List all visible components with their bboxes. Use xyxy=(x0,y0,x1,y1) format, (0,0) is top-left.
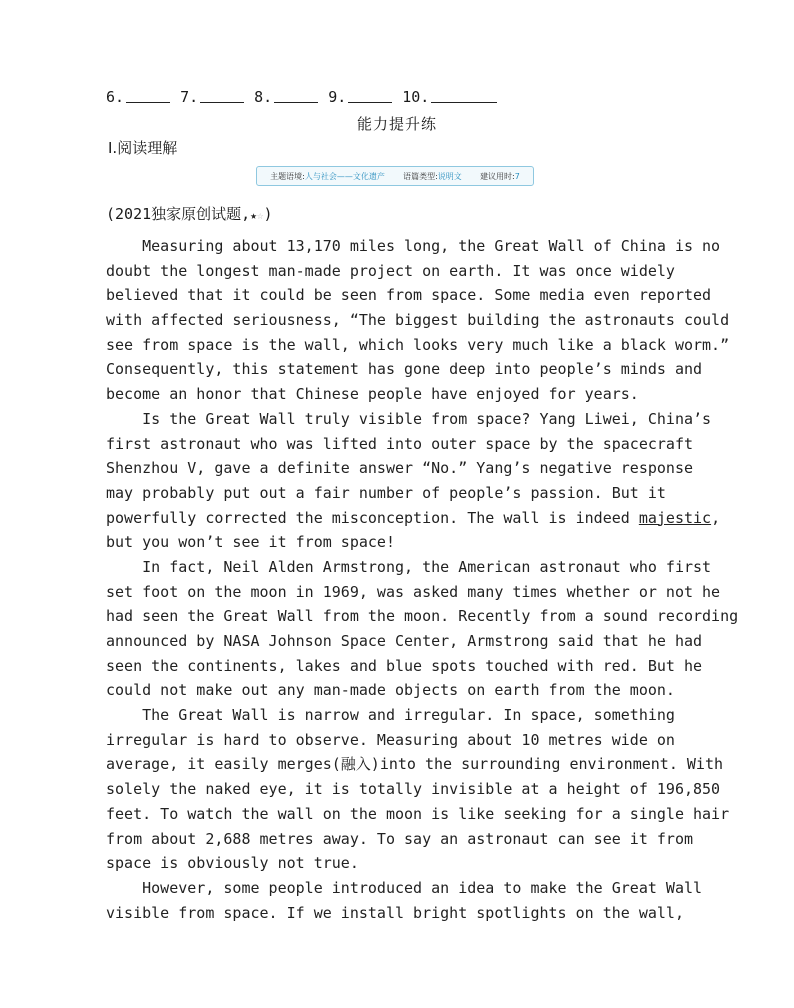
time-value: 7 xyxy=(514,171,520,181)
time-label: 建议用时: xyxy=(480,171,515,181)
passage-line xyxy=(106,604,739,629)
line-text: The Great Wall is narrow and irregular. In space, something xyxy=(106,706,675,725)
passage-line xyxy=(106,259,691,284)
blank-line[interactable] xyxy=(200,101,244,103)
answer-blank[interactable] xyxy=(254,88,318,106)
passage-line xyxy=(106,481,691,506)
source-suffix: ) xyxy=(263,205,273,223)
genre-value: 说明文 xyxy=(437,171,462,181)
line-text: visible from space. If we install bright spotlights on the wall, xyxy=(106,903,684,922)
answer-blank[interactable] xyxy=(106,88,170,106)
blank-line[interactable] xyxy=(348,101,392,103)
blank-number: 6. xyxy=(106,88,125,106)
genre-info xyxy=(403,171,462,182)
passage-line xyxy=(106,654,703,679)
line-text: irregular is hard to observe. Measuring about 10 metres wide on xyxy=(106,730,675,749)
line-text: feet. To watch the wall on the moon is like seeking for a single hair xyxy=(106,804,730,823)
passage-line xyxy=(106,555,712,580)
line-text: average, it easily merges(融入)into the surrounding environment. With xyxy=(106,755,723,774)
passage-line xyxy=(106,851,691,876)
line-text: Measuring about 13,170 miles long, the Great Wall of China is no xyxy=(106,237,721,255)
theme-value: 人与社会——文化遗产 xyxy=(304,171,385,181)
line-text: solely the naked eye, it is totally invisible at a height of 196,850 xyxy=(106,780,721,799)
passage-line xyxy=(106,308,730,333)
blank-number: 7. xyxy=(180,88,199,106)
answer-blank[interactable] xyxy=(180,88,244,106)
passage-line xyxy=(106,530,691,555)
blank-number: 8. xyxy=(254,88,273,106)
line-text: Is the Great Wall truly visible from space? Yang Liwei, China’s xyxy=(106,409,712,428)
passage-info-bar xyxy=(256,166,534,186)
line-text: may probably put out a fair number of people’s passion. But it xyxy=(106,483,666,502)
line-text: , xyxy=(711,508,721,527)
line-text: powerfully corrected the misconception. The wall is indeed xyxy=(106,508,639,527)
line-text: become an honor that Chinese people have enjoyed for years. xyxy=(106,385,639,404)
answer-blank[interactable] xyxy=(328,88,392,106)
underlined-word: majestic xyxy=(638,508,712,527)
passage-line xyxy=(106,333,730,358)
line-text: first astronaut who was lifted into outer space by the spacecraft xyxy=(106,434,693,453)
star-icon: ★ xyxy=(250,209,257,222)
blank-number: 10. xyxy=(402,88,430,106)
line-text: doubt the longest man-made project on earth. It was once widely xyxy=(106,261,675,280)
line-text: had seen the Great Wall from the moon. Recently from a sound recording xyxy=(106,607,739,626)
difficulty-stars-icon xyxy=(250,209,263,222)
reading-passage xyxy=(106,234,739,925)
blank-line[interactable] xyxy=(126,101,170,103)
reading-section-title: Ⅰ.阅读理解 xyxy=(108,139,178,157)
blank-line[interactable] xyxy=(431,101,497,103)
passage-line xyxy=(106,506,721,531)
line-text: seen the continents, lakes and blue spots touched with red. But he xyxy=(106,656,703,675)
passage-line xyxy=(106,629,703,654)
time-info xyxy=(480,171,520,182)
line-text: space is obviously not true. xyxy=(106,854,359,873)
passage-line xyxy=(106,678,691,703)
passage-line xyxy=(106,283,712,308)
passage-line xyxy=(106,407,712,432)
passage-line xyxy=(106,456,691,481)
line-text: with affected seriousness, “The biggest building the astronauts could xyxy=(106,311,730,330)
line-text: could not make out any man-made objects on earth from the moon. xyxy=(106,681,675,700)
genre-label: 语篇类型: xyxy=(403,171,438,181)
source-prefix: (2021独家原创试题, xyxy=(106,205,251,223)
blank-number: 9. xyxy=(328,88,347,106)
passage-line xyxy=(106,580,721,605)
answer-blanks-row xyxy=(106,88,507,106)
passage-line xyxy=(106,703,691,728)
blank-line[interactable] xyxy=(274,101,318,103)
passage-line xyxy=(106,827,691,852)
section-heading: 能力提升练 xyxy=(356,115,437,133)
line-text: announced by NASA Johnson Space Center, Armstrong said that he had xyxy=(106,632,703,650)
passage-line xyxy=(106,432,691,457)
line-text: believed that it could be seen from space. Some media even reported xyxy=(106,286,712,305)
line-text: In fact, Neil Alden Armstrong, the American astronaut who first xyxy=(106,557,712,576)
passage-line xyxy=(106,382,691,407)
theme-info xyxy=(270,171,385,182)
line-text: but you won’t see it from space! xyxy=(106,533,395,552)
theme-label: 主题语境: xyxy=(270,171,305,181)
passage-line xyxy=(106,901,691,926)
answer-blank[interactable] xyxy=(402,88,497,106)
passage-line xyxy=(106,777,721,802)
passage-line xyxy=(106,752,723,777)
line-text: see from space is the wall, which looks very much like a black worm.” xyxy=(106,335,730,354)
passage-line xyxy=(106,357,703,382)
question-source xyxy=(106,203,272,224)
line-text: Consequently, this statement has gone deep into people’s minds and xyxy=(106,360,703,379)
line-text: However, some people introduced an idea to make the Great Wall xyxy=(106,878,703,897)
line-text: from about 2,688 metres away. To say an astronaut can see it from xyxy=(106,829,693,848)
half-star-icon: ☆ xyxy=(256,209,264,222)
passage-line xyxy=(106,876,703,901)
passage-line xyxy=(106,802,730,827)
passage-line xyxy=(106,728,691,753)
line-text: Shenzhou V, gave a definite answer “No.” Yang’s negative response xyxy=(106,459,693,478)
line-text: set foot on the moon in 1969, was asked many times whether or not he xyxy=(106,582,721,601)
passage-line xyxy=(106,234,721,259)
